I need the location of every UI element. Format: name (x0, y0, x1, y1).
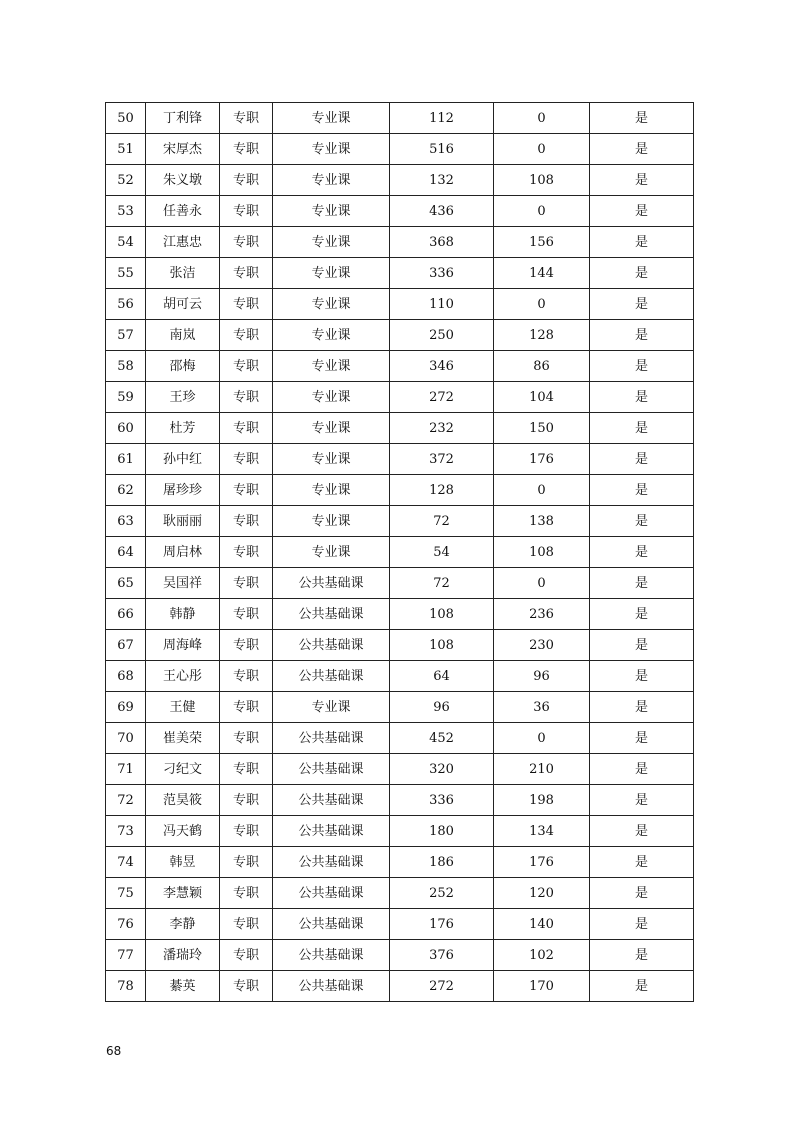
table-row (106, 227, 694, 258)
row-index-cell: 76 (106, 909, 146, 940)
course-category-cell: 专业课 (273, 227, 390, 258)
table-row (106, 320, 694, 351)
employment-type-cell: 专职 (220, 692, 273, 723)
flag-cell: 是 (590, 444, 694, 475)
teacher-name-cell: 范昊筱 (146, 785, 220, 816)
employment-type-cell: 专职 (220, 506, 273, 537)
flag-cell: 是 (590, 289, 694, 320)
table-row (106, 134, 694, 165)
flag-cell: 是 (590, 196, 694, 227)
course-category-cell: 公共基础课 (273, 661, 390, 692)
hours-a-cell: 54 (390, 537, 494, 568)
table-row (106, 630, 694, 661)
course-category-cell: 专业课 (273, 351, 390, 382)
course-category-cell: 公共基础课 (273, 754, 390, 785)
teacher-name-cell: 邵梅 (146, 351, 220, 382)
course-category-cell: 专业课 (273, 475, 390, 506)
course-category-cell: 专业课 (273, 692, 390, 723)
teacher-name-cell: 潘瑞玲 (146, 940, 220, 971)
row-index-cell: 67 (106, 630, 146, 661)
table-row (106, 475, 694, 506)
table-row (106, 754, 694, 785)
teacher-name-cell: 屠珍珍 (146, 475, 220, 506)
hours-b-cell: 144 (494, 258, 590, 289)
row-index-cell: 63 (106, 506, 146, 537)
teacher-name-cell: 孙中红 (146, 444, 220, 475)
hours-a-cell: 128 (390, 475, 494, 506)
employment-type-cell: 专职 (220, 196, 273, 227)
table-body (106, 103, 694, 1002)
hours-a-cell: 132 (390, 165, 494, 196)
flag-cell: 是 (590, 661, 694, 692)
course-category-cell: 公共基础课 (273, 878, 390, 909)
flag-cell: 是 (590, 506, 694, 537)
table-row (106, 940, 694, 971)
row-index-cell: 59 (106, 382, 146, 413)
teacher-name-cell: 南岚 (146, 320, 220, 351)
row-index-cell: 54 (106, 227, 146, 258)
row-index-cell: 62 (106, 475, 146, 506)
course-category-cell: 公共基础课 (273, 785, 390, 816)
row-index-cell: 71 (106, 754, 146, 785)
hours-a-cell: 108 (390, 599, 494, 630)
hours-b-cell: 0 (494, 103, 590, 134)
teacher-name-cell: 任善永 (146, 196, 220, 227)
row-index-cell: 57 (106, 320, 146, 351)
teacher-name-cell: 吴国祥 (146, 568, 220, 599)
course-category-cell: 专业课 (273, 103, 390, 134)
hours-b-cell: 108 (494, 537, 590, 568)
teacher-name-cell: 王珍 (146, 382, 220, 413)
table-row (106, 816, 694, 847)
hours-b-cell: 138 (494, 506, 590, 537)
flag-cell: 是 (590, 351, 694, 382)
teacher-name-cell: 韩静 (146, 599, 220, 630)
teacher-hours-table (105, 102, 694, 1002)
employment-type-cell: 专职 (220, 630, 273, 661)
row-index-cell: 60 (106, 413, 146, 444)
course-category-cell: 公共基础课 (273, 940, 390, 971)
table-row (106, 413, 694, 444)
table-row (106, 661, 694, 692)
hours-a-cell: 186 (390, 847, 494, 878)
hours-b-cell: 96 (494, 661, 590, 692)
flag-cell: 是 (590, 785, 694, 816)
hours-a-cell: 346 (390, 351, 494, 382)
hours-b-cell: 156 (494, 227, 590, 258)
employment-type-cell: 专职 (220, 382, 273, 413)
hours-b-cell: 102 (494, 940, 590, 971)
employment-type-cell: 专职 (220, 568, 273, 599)
hours-b-cell: 0 (494, 134, 590, 165)
flag-cell: 是 (590, 320, 694, 351)
hours-a-cell: 320 (390, 754, 494, 785)
hours-b-cell: 36 (494, 692, 590, 723)
flag-cell: 是 (590, 103, 694, 134)
employment-type-cell: 专职 (220, 785, 273, 816)
row-index-cell: 65 (106, 568, 146, 599)
hours-b-cell: 86 (494, 351, 590, 382)
course-category-cell: 专业课 (273, 413, 390, 444)
table-row (106, 351, 694, 382)
hours-b-cell: 134 (494, 816, 590, 847)
hours-a-cell: 436 (390, 196, 494, 227)
course-category-cell: 公共基础课 (273, 909, 390, 940)
teacher-name-cell: 王心彤 (146, 661, 220, 692)
flag-cell: 是 (590, 723, 694, 754)
teacher-name-cell: 胡可云 (146, 289, 220, 320)
teacher-name-cell: 宋厚杰 (146, 134, 220, 165)
hours-a-cell: 232 (390, 413, 494, 444)
employment-type-cell: 专职 (220, 258, 273, 289)
row-index-cell: 69 (106, 692, 146, 723)
employment-type-cell: 专职 (220, 289, 273, 320)
hours-a-cell: 112 (390, 103, 494, 134)
course-category-cell: 公共基础课 (273, 568, 390, 599)
course-category-cell: 专业课 (273, 165, 390, 196)
flag-cell: 是 (590, 134, 694, 165)
hours-a-cell: 272 (390, 971, 494, 1002)
employment-type-cell: 专职 (220, 754, 273, 785)
row-index-cell: 64 (106, 537, 146, 568)
hours-b-cell: 210 (494, 754, 590, 785)
hours-a-cell: 372 (390, 444, 494, 475)
table-row (106, 258, 694, 289)
row-index-cell: 78 (106, 971, 146, 1002)
hours-a-cell: 376 (390, 940, 494, 971)
row-index-cell: 74 (106, 847, 146, 878)
teacher-name-cell: 江惠忠 (146, 227, 220, 258)
hours-b-cell: 176 (494, 444, 590, 475)
table-row (106, 196, 694, 227)
employment-type-cell: 专职 (220, 847, 273, 878)
teacher-name-cell: 杜芳 (146, 413, 220, 444)
hours-a-cell: 176 (390, 909, 494, 940)
course-category-cell: 专业课 (273, 196, 390, 227)
row-index-cell: 58 (106, 351, 146, 382)
teacher-name-cell: 韩昱 (146, 847, 220, 878)
table-row (106, 909, 694, 940)
row-index-cell: 53 (106, 196, 146, 227)
employment-type-cell: 专职 (220, 320, 273, 351)
flag-cell: 是 (590, 568, 694, 599)
flag-cell: 是 (590, 382, 694, 413)
row-index-cell: 72 (106, 785, 146, 816)
teacher-name-cell: 李慧颖 (146, 878, 220, 909)
page-number: 68 (106, 1044, 122, 1058)
row-index-cell: 73 (106, 816, 146, 847)
hours-a-cell: 180 (390, 816, 494, 847)
employment-type-cell: 专职 (220, 723, 273, 754)
hours-a-cell: 368 (390, 227, 494, 258)
hours-b-cell: 140 (494, 909, 590, 940)
hours-b-cell: 0 (494, 723, 590, 754)
hours-b-cell: 104 (494, 382, 590, 413)
flag-cell: 是 (590, 816, 694, 847)
hours-b-cell: 176 (494, 847, 590, 878)
hours-a-cell: 72 (390, 568, 494, 599)
employment-type-cell: 专职 (220, 661, 273, 692)
employment-type-cell: 专职 (220, 599, 273, 630)
hours-b-cell: 236 (494, 599, 590, 630)
course-category-cell: 专业课 (273, 258, 390, 289)
table-row (106, 165, 694, 196)
hours-a-cell: 336 (390, 258, 494, 289)
teacher-name-cell: 周启林 (146, 537, 220, 568)
table-row (106, 599, 694, 630)
hours-b-cell: 230 (494, 630, 590, 661)
hours-b-cell: 0 (494, 475, 590, 506)
employment-type-cell: 专职 (220, 537, 273, 568)
hours-a-cell: 96 (390, 692, 494, 723)
row-index-cell: 52 (106, 165, 146, 196)
employment-type-cell: 专职 (220, 165, 273, 196)
hours-a-cell: 250 (390, 320, 494, 351)
teacher-name-cell: 崔美荣 (146, 723, 220, 754)
table-row (106, 289, 694, 320)
table-row (106, 506, 694, 537)
flag-cell: 是 (590, 165, 694, 196)
table-row (106, 537, 694, 568)
employment-type-cell: 专职 (220, 878, 273, 909)
row-index-cell: 61 (106, 444, 146, 475)
flag-cell: 是 (590, 630, 694, 661)
hours-b-cell: 150 (494, 413, 590, 444)
teacher-name-cell: 周海峰 (146, 630, 220, 661)
employment-type-cell: 专职 (220, 816, 273, 847)
table-row (106, 971, 694, 1002)
teacher-name-cell: 王健 (146, 692, 220, 723)
hours-a-cell: 272 (390, 382, 494, 413)
teacher-name-cell: 耿丽丽 (146, 506, 220, 537)
flag-cell: 是 (590, 475, 694, 506)
employment-type-cell: 专职 (220, 134, 273, 165)
table-row (106, 723, 694, 754)
hours-b-cell: 0 (494, 289, 590, 320)
flag-cell: 是 (590, 940, 694, 971)
course-category-cell: 公共基础课 (273, 630, 390, 661)
hours-b-cell: 170 (494, 971, 590, 1002)
hours-a-cell: 336 (390, 785, 494, 816)
course-category-cell: 专业课 (273, 320, 390, 351)
row-index-cell: 66 (106, 599, 146, 630)
employment-type-cell: 专职 (220, 413, 273, 444)
employment-type-cell: 专职 (220, 475, 273, 506)
hours-b-cell: 0 (494, 568, 590, 599)
employment-type-cell: 专职 (220, 971, 273, 1002)
teacher-name-cell: 綦英 (146, 971, 220, 1002)
course-category-cell: 专业课 (273, 506, 390, 537)
teacher-name-cell: 丁利锋 (146, 103, 220, 134)
table-row (106, 847, 694, 878)
hours-a-cell: 452 (390, 723, 494, 754)
flag-cell: 是 (590, 909, 694, 940)
hours-a-cell: 516 (390, 134, 494, 165)
course-category-cell: 专业课 (273, 537, 390, 568)
flag-cell: 是 (590, 847, 694, 878)
table-row (106, 785, 694, 816)
employment-type-cell: 专职 (220, 351, 273, 382)
hours-b-cell: 0 (494, 196, 590, 227)
row-index-cell: 50 (106, 103, 146, 134)
course-category-cell: 专业课 (273, 444, 390, 475)
row-index-cell: 77 (106, 940, 146, 971)
course-category-cell: 公共基础课 (273, 847, 390, 878)
flag-cell: 是 (590, 413, 694, 444)
employment-type-cell: 专职 (220, 103, 273, 134)
flag-cell: 是 (590, 599, 694, 630)
employment-type-cell: 专职 (220, 940, 273, 971)
hours-a-cell: 110 (390, 289, 494, 320)
course-category-cell: 公共基础课 (273, 971, 390, 1002)
table-row (106, 103, 694, 134)
employment-type-cell: 专职 (220, 227, 273, 258)
hours-a-cell: 252 (390, 878, 494, 909)
course-category-cell: 专业课 (273, 382, 390, 413)
flag-cell: 是 (590, 692, 694, 723)
course-category-cell: 公共基础课 (273, 816, 390, 847)
hours-a-cell: 108 (390, 630, 494, 661)
table-row (106, 382, 694, 413)
table-row (106, 692, 694, 723)
teacher-name-cell: 刁纪文 (146, 754, 220, 785)
hours-b-cell: 120 (494, 878, 590, 909)
course-category-cell: 公共基础课 (273, 723, 390, 754)
table-row (106, 444, 694, 475)
hours-b-cell: 128 (494, 320, 590, 351)
row-index-cell: 55 (106, 258, 146, 289)
flag-cell: 是 (590, 258, 694, 289)
course-category-cell: 专业课 (273, 289, 390, 320)
flag-cell: 是 (590, 754, 694, 785)
employment-type-cell: 专职 (220, 909, 273, 940)
table-row (106, 568, 694, 599)
hours-a-cell: 72 (390, 506, 494, 537)
row-index-cell: 56 (106, 289, 146, 320)
teacher-name-cell: 张洁 (146, 258, 220, 289)
hours-b-cell: 198 (494, 785, 590, 816)
row-index-cell: 51 (106, 134, 146, 165)
course-category-cell: 公共基础课 (273, 599, 390, 630)
hours-b-cell: 108 (494, 165, 590, 196)
employment-type-cell: 专职 (220, 444, 273, 475)
flag-cell: 是 (590, 537, 694, 568)
hours-a-cell: 64 (390, 661, 494, 692)
flag-cell: 是 (590, 878, 694, 909)
row-index-cell: 70 (106, 723, 146, 754)
teacher-name-cell: 朱义墩 (146, 165, 220, 196)
teacher-name-cell: 李静 (146, 909, 220, 940)
row-index-cell: 75 (106, 878, 146, 909)
flag-cell: 是 (590, 971, 694, 1002)
flag-cell: 是 (590, 227, 694, 258)
row-index-cell: 68 (106, 661, 146, 692)
teacher-name-cell: 冯天鹤 (146, 816, 220, 847)
table-row (106, 878, 694, 909)
course-category-cell: 专业课 (273, 134, 390, 165)
